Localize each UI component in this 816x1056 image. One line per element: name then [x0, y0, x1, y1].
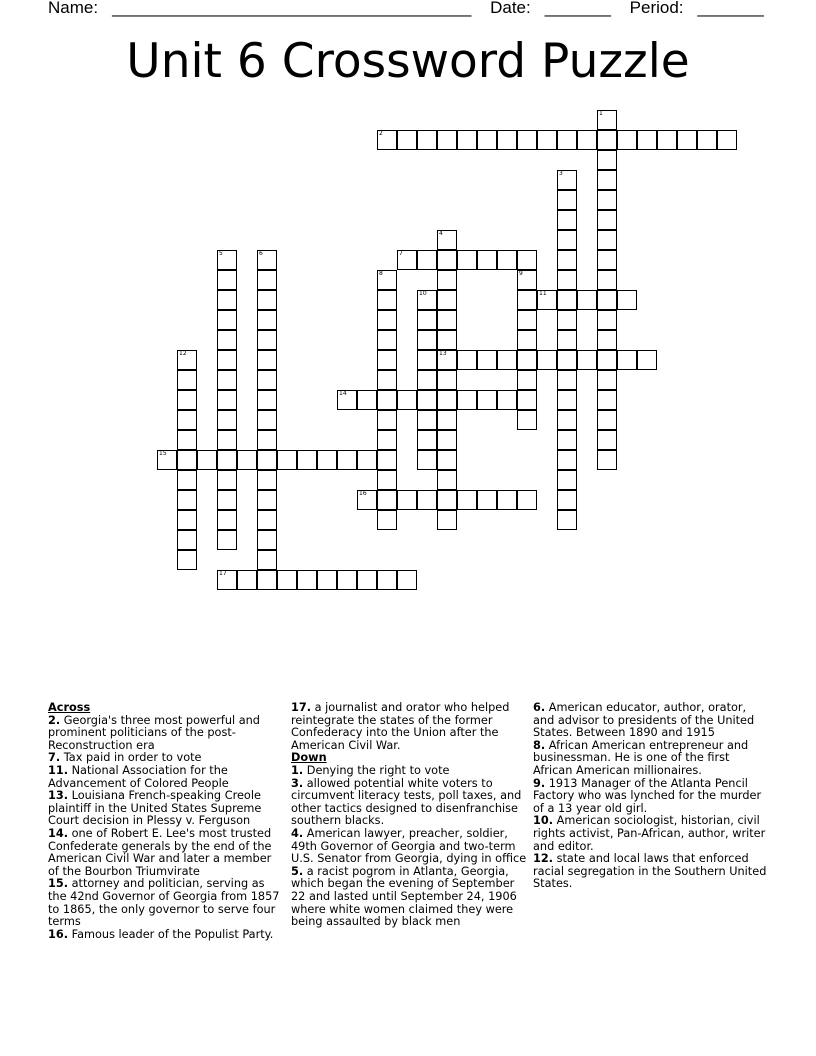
grid-cell[interactable]: [597, 450, 617, 470]
clue-number: 4: [439, 230, 443, 237]
grid-cell[interactable]: [557, 390, 577, 410]
grid-cell[interactable]: [437, 130, 457, 150]
grid-cell[interactable]: [397, 570, 417, 590]
period-line[interactable]: _______: [697, 0, 764, 17]
grid-cell[interactable]: [657, 130, 677, 150]
grid-cell[interactable]: [417, 310, 437, 330]
down-clue: [533, 740, 769, 778]
grid-cell[interactable]: [177, 350, 197, 370]
grid-cell[interactable]: [437, 490, 457, 510]
grid-cell[interactable]: [417, 330, 437, 350]
grid-cell[interactable]: [537, 350, 557, 370]
grid-cell[interactable]: [277, 570, 297, 590]
across-clue: [48, 790, 284, 828]
grid-cell[interactable]: [177, 410, 197, 430]
grid-cell[interactable]: [697, 130, 717, 150]
grid-cell[interactable]: [217, 490, 237, 510]
clue-text: allowed potential white voters to circumvent literacy tests, poll taxes, and other tactics designed to disenfranchise southern blacks.: [291, 776, 522, 828]
grid-cell[interactable]: [257, 570, 277, 590]
grid-cell[interactable]: [577, 350, 597, 370]
clue-number: 8: [379, 270, 383, 277]
grid-cell[interactable]: [257, 510, 277, 530]
across-clue: [291, 702, 527, 752]
clue-text: American lawyer, preacher, soldier, 49th Governor of Georgia and two-term U.S. Senator from Georgia, dying in office: [291, 826, 527, 866]
clue-number: 5.: [291, 864, 304, 878]
grid-cell[interactable]: [557, 230, 577, 250]
grid-cell[interactable]: [597, 390, 617, 410]
grid-cell[interactable]: [377, 490, 397, 510]
down-clue-list: [291, 765, 527, 929]
clue-column-2: [291, 702, 527, 929]
grid-cell[interactable]: [617, 130, 637, 150]
grid-cell[interactable]: [377, 130, 397, 150]
grid-cell[interactable]: [257, 290, 277, 310]
date-label: Date:: [490, 0, 531, 17]
grid-cell[interactable]: [517, 290, 537, 310]
clue-number: 10.: [533, 814, 554, 828]
grid-cell[interactable]: [177, 550, 197, 570]
across-clue: [48, 715, 284, 753]
grid-cell[interactable]: [417, 390, 437, 410]
grid-cell[interactable]: [557, 270, 577, 290]
grid-cell[interactable]: [417, 350, 437, 370]
grid-cell[interactable]: [477, 250, 497, 270]
grid-cell[interactable]: [397, 390, 417, 410]
grid-cell[interactable]: [257, 470, 277, 490]
grid-cell[interactable]: [437, 470, 457, 490]
clue-text: American educator, author, orator, and advisor to presidents of the United States. Between 1890 and 1915: [533, 701, 755, 740]
grid-cell[interactable]: [557, 430, 577, 450]
grid-cell[interactable]: [437, 390, 457, 410]
across-clue-list-continued: [291, 702, 527, 752]
clue-number: 14: [339, 390, 347, 397]
grid-cell[interactable]: [217, 570, 237, 590]
down-clue: [291, 778, 527, 828]
grid-cell[interactable]: [257, 410, 277, 430]
across-clue: [48, 828, 284, 878]
grid-cell[interactable]: [437, 330, 457, 350]
clue-text: state and local laws that enforced racial segregation in the Southern United States.: [533, 852, 767, 891]
grid-cell[interactable]: [437, 430, 457, 450]
grid-cell[interactable]: [217, 510, 237, 530]
grid-cell[interactable]: [377, 370, 397, 390]
grid-cell[interactable]: [417, 290, 437, 310]
grid-cell[interactable]: [677, 130, 697, 150]
grid-cell[interactable]: [377, 510, 397, 530]
grid-cell[interactable]: [257, 450, 277, 470]
grid-cell[interactable]: [557, 410, 577, 430]
down-clue: [291, 828, 527, 866]
grid-cell[interactable]: [617, 290, 637, 310]
grid-cell[interactable]: [177, 530, 197, 550]
grid-cell[interactable]: [497, 390, 517, 410]
grid-cell[interactable]: [257, 270, 277, 290]
clue-number: 10: [419, 290, 427, 297]
grid-cell[interactable]: [377, 410, 397, 430]
grid-cell[interactable]: [257, 350, 277, 370]
grid-cell[interactable]: [177, 390, 197, 410]
grid-cell[interactable]: [417, 370, 437, 390]
grid-cell[interactable]: [297, 450, 317, 470]
grid-cell[interactable]: [257, 530, 277, 550]
grid-cell[interactable]: [537, 290, 557, 310]
grid-cell[interactable]: [217, 410, 237, 430]
clue-number: 6: [259, 250, 263, 257]
grid-cell[interactable]: [597, 370, 617, 390]
grid-cell[interactable]: [717, 130, 737, 150]
clue-number: 14.: [48, 826, 69, 840]
grid-cell[interactable]: [437, 310, 457, 330]
grid-cell[interactable]: [317, 570, 337, 590]
grid-cell[interactable]: [597, 210, 617, 230]
grid-cell[interactable]: [237, 570, 257, 590]
grid-cell[interactable]: [497, 490, 517, 510]
grid-cell[interactable]: [217, 470, 237, 490]
grid-cell[interactable]: [637, 350, 657, 370]
clue-number: 7: [399, 250, 403, 257]
grid-cell[interactable]: [177, 370, 197, 390]
grid-cell[interactable]: [297, 570, 317, 590]
grid-cell[interactable]: [277, 450, 297, 470]
grid-cell[interactable]: [577, 130, 597, 150]
grid-cell[interactable]: [517, 350, 537, 370]
grid-cell[interactable]: [377, 330, 397, 350]
grid-cell[interactable]: [517, 410, 537, 430]
grid-cell[interactable]: [597, 330, 617, 350]
grid-cell[interactable]: [637, 130, 657, 150]
grid-cell[interactable]: [257, 330, 277, 350]
grid-cell[interactable]: [177, 470, 197, 490]
grid-cell[interactable]: [437, 230, 457, 250]
grid-cell[interactable]: [377, 310, 397, 330]
clue-text: Denying the right to vote: [303, 763, 450, 777]
grid-cell[interactable]: [217, 370, 237, 390]
grid-cell[interactable]: [337, 570, 357, 590]
clue-text: attorney and politician, serving as the 42nd Governor of Georgia from 1857 to 1865, the only governor to serve four terms: [48, 877, 280, 929]
clue-text: a racist pogrom in Atlanta, Georgia, which began the evening of September 22 and lasted until September 24, 1906 where white women claimed they were being assaulted by black men: [291, 864, 517, 929]
grid-cell[interactable]: [377, 290, 397, 310]
clue-column-3: [533, 702, 769, 891]
grid-cell[interactable]: [397, 250, 417, 270]
grid-cell[interactable]: [617, 350, 637, 370]
grid-cell[interactable]: [377, 450, 397, 470]
grid-cell[interactable]: [457, 250, 477, 270]
grid-cell[interactable]: [437, 510, 457, 530]
grid-cell[interactable]: [417, 490, 437, 510]
grid-cell[interactable]: [537, 130, 557, 150]
grid-cell[interactable]: [577, 290, 597, 310]
grid-cell[interactable]: [477, 490, 497, 510]
clue-number: 3: [559, 170, 563, 177]
grid-cell[interactable]: [177, 510, 197, 530]
grid-cell[interactable]: [157, 450, 177, 470]
grid-cell[interactable]: [517, 390, 537, 410]
grid-cell[interactable]: [377, 430, 397, 450]
grid-cell[interactable]: [217, 250, 237, 270]
grid-cell[interactable]: [557, 370, 577, 390]
clue-number: 2: [379, 130, 383, 137]
clue-text: National Association for the Advancement of Colored People: [48, 763, 229, 790]
grid-cell[interactable]: [217, 430, 237, 450]
clue-column-1: [48, 702, 284, 941]
grid-cell[interactable]: [437, 270, 457, 290]
grid-cell[interactable]: [257, 250, 277, 270]
clue-number: 11: [539, 290, 547, 297]
clue-number: 12.: [533, 852, 554, 866]
grid-cell[interactable]: [417, 430, 437, 450]
clue-number: 5: [219, 250, 223, 257]
clue-number: 13.: [48, 789, 69, 803]
clue-text: Famous leader of the Populist Party.: [68, 927, 274, 941]
grid-cell[interactable]: [597, 230, 617, 250]
page-title: Unit 6 Crossword Puzzle: [126, 34, 690, 89]
grid-cell[interactable]: [397, 490, 417, 510]
clue-number: 1.: [291, 763, 304, 777]
clue-number: 1: [599, 110, 603, 117]
down-clue: [533, 853, 769, 891]
grid-cell[interactable]: [517, 330, 537, 350]
clue-number: 17.: [291, 701, 312, 714]
grid-cell[interactable]: [257, 430, 277, 450]
down-clue: [533, 702, 769, 740]
grid-cell[interactable]: [557, 170, 577, 190]
grid-cell[interactable]: [517, 270, 537, 290]
grid-cell[interactable]: [217, 530, 237, 550]
grid-cell[interactable]: [317, 450, 337, 470]
grid-cell[interactable]: [557, 450, 577, 470]
grid-cell[interactable]: [437, 370, 457, 390]
clue-number: 15: [159, 450, 167, 457]
down-clue-list-continued: [533, 702, 769, 891]
grid-cell[interactable]: [357, 570, 377, 590]
grid-cell[interactable]: [597, 270, 617, 290]
grid-cell[interactable]: [517, 130, 537, 150]
grid-cell[interactable]: [597, 250, 617, 270]
clue-text: a journalist and orator who helped reintegrate the states of the former Confederacy into the Union after the American Civil War.: [291, 701, 510, 752]
grid-cell[interactable]: [457, 350, 477, 370]
grid-cell[interactable]: [377, 270, 397, 290]
grid-cell[interactable]: [257, 310, 277, 330]
across-clue: [48, 765, 284, 790]
grid-cell[interactable]: [417, 250, 437, 270]
grid-cell[interactable]: [597, 410, 617, 430]
grid-cell[interactable]: [557, 290, 577, 310]
grid-cell[interactable]: [557, 510, 577, 530]
grid-cell[interactable]: [177, 430, 197, 450]
clue-text: Georgia's three most powerful and prominent politicians of the post-Reconstruction era: [48, 713, 260, 752]
grid-cell[interactable]: [457, 130, 477, 150]
grid-cell[interactable]: [257, 370, 277, 390]
grid-cell[interactable]: [557, 350, 577, 370]
clue-text: Tax paid in order to vote: [60, 751, 202, 765]
clue-number: 7.: [48, 751, 61, 765]
grid-cell[interactable]: [557, 310, 577, 330]
grid-cell[interactable]: [517, 310, 537, 330]
period-label: Period:: [629, 0, 684, 17]
grid-cell[interactable]: [217, 290, 237, 310]
clue-text: 1913 Manager of the Atlanta Pencil Factory who was lynched for the murder of a 13 year old girl.: [533, 776, 762, 815]
clue-number: 16: [359, 490, 367, 497]
clue-number: 3.: [291, 776, 304, 790]
clue-number: 13: [439, 350, 447, 357]
across-heading: Across: [48, 701, 91, 714]
across-clue: [48, 929, 284, 942]
grid-cell[interactable]: [217, 330, 237, 350]
clue-number: 9: [519, 270, 523, 277]
grid-cell[interactable]: [437, 410, 457, 430]
grid-cell[interactable]: [557, 250, 577, 270]
grid-cell[interactable]: [217, 270, 237, 290]
grid-cell[interactable]: [337, 450, 357, 470]
grid-cell[interactable]: [457, 390, 477, 410]
grid-cell[interactable]: [197, 450, 217, 470]
grid-cell[interactable]: [437, 450, 457, 470]
grid-cell[interactable]: [177, 450, 197, 470]
grid-cell[interactable]: [497, 130, 517, 150]
grid-cell[interactable]: [337, 390, 357, 410]
grid-cell[interactable]: [437, 250, 457, 270]
grid-cell[interactable]: [597, 310, 617, 330]
grid-cell[interactable]: [257, 390, 277, 410]
clue-text: African American entrepreneur and businessman. He is one of the first African American millionaires.: [533, 738, 749, 777]
grid-cell[interactable]: [377, 350, 397, 370]
grid-cell[interactable]: [557, 490, 577, 510]
grid-cell[interactable]: [397, 130, 417, 150]
clue-number: 4.: [291, 826, 304, 840]
grid-cell[interactable]: [357, 450, 377, 470]
grid-cell[interactable]: [357, 490, 377, 510]
grid-cell[interactable]: [557, 190, 577, 210]
clue-number: 12: [179, 350, 187, 357]
grid-cell[interactable]: [497, 350, 517, 370]
grid-cell[interactable]: [517, 370, 537, 390]
name-label: Name:: [48, 0, 99, 17]
grid-cell[interactable]: [417, 130, 437, 150]
grid-cell[interactable]: [477, 390, 497, 410]
grid-cell[interactable]: [437, 290, 457, 310]
grid-cell[interactable]: [177, 490, 197, 510]
clue-number: 6.: [533, 701, 546, 714]
grid-cell[interactable]: [417, 410, 437, 430]
grid-cell[interactable]: [557, 470, 577, 490]
clue-text: Louisiana French-speaking Creole plaintiff in the United States Supreme Court decision in Plessy v. Ferguson: [48, 789, 262, 828]
down-clue: [533, 815, 769, 853]
grid-cell[interactable]: [477, 350, 497, 370]
grid-cell[interactable]: [417, 450, 437, 470]
grid-cell[interactable]: [237, 450, 257, 470]
grid-cell[interactable]: [257, 490, 277, 510]
clue-number: 2.: [48, 713, 61, 727]
grid-cell[interactable]: [557, 210, 577, 230]
across-clue-list: [48, 715, 284, 942]
grid-cell[interactable]: [557, 330, 577, 350]
grid-cell[interactable]: [377, 470, 397, 490]
clue-number: 15.: [48, 877, 69, 891]
name-line[interactable]: ______________________________________: [112, 0, 472, 17]
grid-cell[interactable]: [437, 350, 457, 370]
grid-cell[interactable]: [597, 170, 617, 190]
grid-cell[interactable]: [557, 130, 577, 150]
down-heading: Down: [291, 751, 327, 765]
down-clue: [291, 866, 527, 929]
date-line[interactable]: _______: [544, 0, 611, 17]
grid-cell[interactable]: [377, 390, 397, 410]
clue-number: 9.: [533, 776, 546, 790]
clue-number: 8.: [533, 738, 546, 752]
grid-cell[interactable]: [357, 390, 377, 410]
grid-cell[interactable]: [217, 390, 237, 410]
clue-number: 11.: [48, 763, 69, 777]
grid-cell[interactable]: [597, 150, 617, 170]
clue-number: 16.: [48, 927, 69, 941]
grid-cell[interactable]: [477, 130, 497, 150]
down-clue: [533, 778, 769, 816]
clue-number: 17: [219, 570, 227, 577]
grid-cell[interactable]: [257, 550, 277, 570]
grid-cell[interactable]: [217, 450, 237, 470]
grid-cell[interactable]: [517, 250, 537, 270]
across-clue: [48, 878, 284, 928]
grid-cell[interactable]: [597, 110, 617, 130]
grid-cell[interactable]: [217, 350, 237, 370]
grid-cell[interactable]: [497, 250, 517, 270]
grid-cell[interactable]: [597, 350, 617, 370]
grid-cell[interactable]: [457, 490, 477, 510]
grid-cell[interactable]: [597, 130, 617, 150]
grid-cell[interactable]: [217, 310, 237, 330]
clue-text: American sociologist, historian, civil rights activist, Pan-African, author, writer and editor.: [533, 814, 766, 853]
grid-cell[interactable]: [517, 490, 537, 510]
grid-cell[interactable]: [597, 430, 617, 450]
grid-cell[interactable]: [377, 570, 397, 590]
grid-cell[interactable]: [597, 190, 617, 210]
grid-cell[interactable]: [597, 290, 617, 310]
clue-text: one of Robert E. Lee's most trusted Confederate generals by the end of the American Civil War and later a member of the Bourbon Triumvirate: [48, 826, 272, 878]
